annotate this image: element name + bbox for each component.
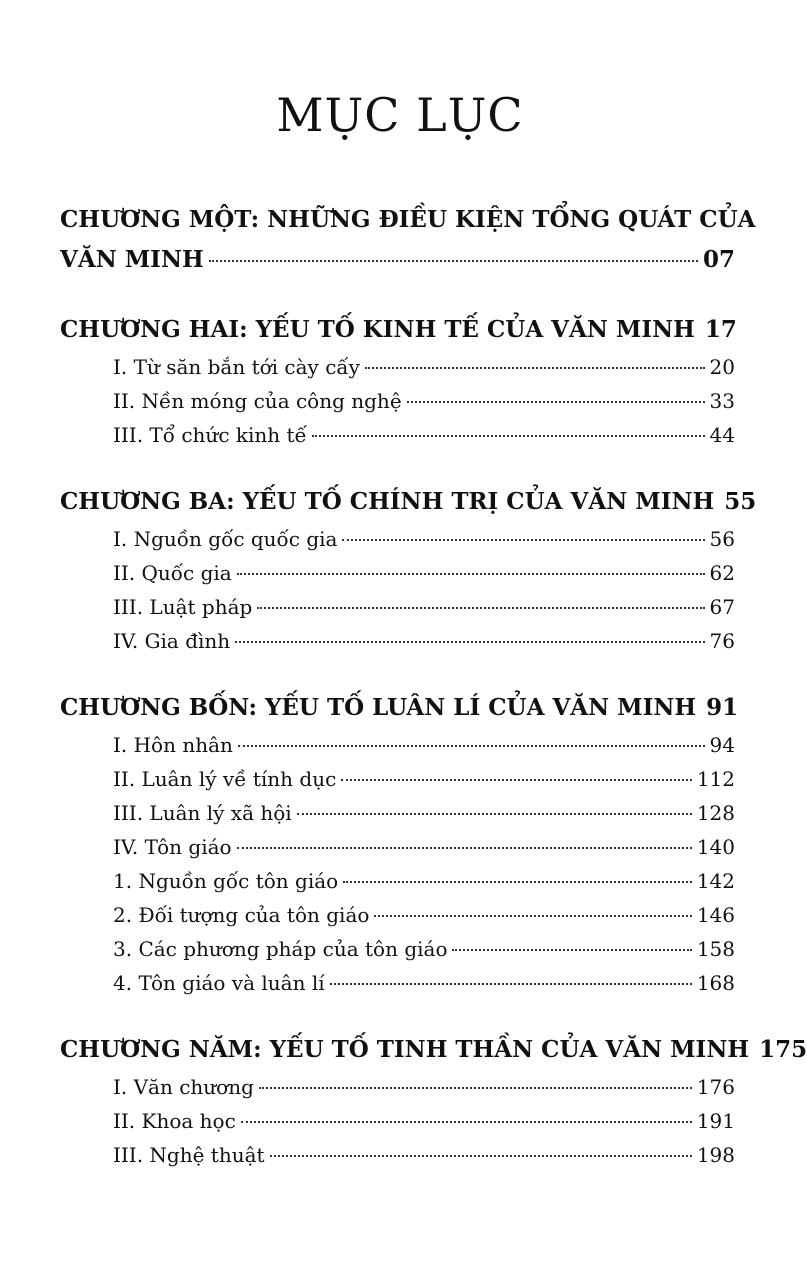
chapter-5 — [60, 1030, 807, 1172]
entry-page: 191 — [696, 1109, 735, 1133]
dot-leader — [343, 881, 692, 883]
entry-title: III. Nghệ thuật — [113, 1143, 265, 1167]
entry-page: 146 — [696, 903, 735, 927]
toc-entry[interactable] — [60, 728, 735, 762]
toc-entry[interactable] — [60, 864, 735, 898]
dot-leader — [374, 915, 691, 917]
chapter-4-page: 91 — [706, 694, 739, 721]
entry-page: 158 — [696, 937, 735, 961]
toc-entry[interactable] — [60, 1070, 735, 1104]
toc-entry[interactable] — [60, 1138, 735, 1172]
dot-leader — [237, 847, 692, 849]
chapter-2-entry[interactable] — [60, 310, 735, 350]
dot-leader — [297, 813, 692, 815]
entry-title: III. Luân lý xã hội — [113, 801, 292, 825]
dot-leader — [342, 539, 704, 541]
entry-page: 168 — [696, 971, 735, 995]
toc-entry[interactable] — [60, 350, 735, 384]
chapter-5-page: 175 — [759, 1036, 807, 1063]
entry-title: IV. Tôn giáo — [113, 835, 232, 859]
entry-page: 128 — [696, 801, 735, 825]
toc-entry[interactable] — [60, 898, 735, 932]
chapter-5-entry[interactable] — [60, 1030, 807, 1070]
chapter-4 — [60, 688, 739, 1000]
dot-leader — [407, 401, 705, 403]
dot-leader — [209, 260, 698, 262]
chapter-1-title: VĂN MINH — [60, 246, 204, 273]
entry-title: II. Quốc gia — [113, 561, 232, 585]
entry-title: III. Tổ chức kinh tế — [113, 423, 307, 447]
chapter-2-title: CHƯƠNG HAI: YẾU TỐ KINH TẾ CỦA VĂN MINH — [60, 316, 695, 343]
entry-page: 76 — [709, 629, 735, 653]
dot-leader — [238, 745, 705, 747]
entry-title: 1. Nguồn gốc tôn giáo — [113, 869, 339, 893]
entry-title: IV. Gia đình — [113, 629, 231, 653]
entry-page: 112 — [696, 767, 735, 791]
entry-page: 176 — [696, 1075, 735, 1099]
toc-entry[interactable] — [60, 796, 735, 830]
entry-title: III. Luật pháp — [113, 595, 253, 619]
dot-leader — [312, 435, 705, 437]
toc-entry[interactable] — [60, 384, 735, 418]
toc-entry[interactable] — [60, 762, 735, 796]
toc-entry[interactable] — [60, 830, 735, 864]
entry-page: 94 — [709, 733, 735, 757]
entry-page: 67 — [709, 595, 735, 619]
toc-entry[interactable] — [60, 1104, 735, 1138]
toc-entry[interactable] — [60, 624, 735, 658]
chapter-3 — [60, 482, 757, 658]
entry-title: I. Nguồn gốc quốc gia — [113, 527, 338, 551]
toc-entry[interactable] — [60, 590, 735, 624]
entry-page: 56 — [709, 527, 735, 551]
dot-leader — [270, 1155, 692, 1157]
chapter-1-title-line1[interactable]: CHƯƠNG MỘT: NHỮNG ĐIỀU KIỆN TỔNG QUÁT CỦA — [60, 206, 756, 233]
dot-leader — [257, 607, 704, 609]
entry-title: 4. Tôn giáo và luân lí — [113, 971, 325, 995]
chapter-2 — [60, 310, 735, 452]
entry-page: 142 — [696, 869, 735, 893]
dot-leader — [365, 367, 705, 369]
toc-entry[interactable] — [60, 932, 735, 966]
chapter-1-entry[interactable] — [60, 240, 735, 280]
chapter-1 — [60, 200, 756, 280]
entry-page: 140 — [696, 835, 735, 859]
dot-leader — [259, 1087, 692, 1089]
dot-leader — [237, 573, 705, 575]
entry-page: 33 — [709, 389, 735, 413]
entry-title: 2. Đối tượng của tôn giáo — [113, 903, 370, 927]
dot-leader — [241, 1121, 692, 1123]
entry-title: 3. Các phương pháp của tôn giáo — [113, 937, 448, 961]
chapter-5-title: CHƯƠNG NĂM: YẾU TỐ TINH THẦN CỦA VĂN MINH — [60, 1036, 750, 1063]
entry-page: 198 — [696, 1143, 735, 1167]
entry-page: 20 — [709, 355, 735, 379]
chapter-3-entry[interactable] — [60, 482, 757, 522]
chapter-3-title: CHƯƠNG BA: YẾU TỐ CHÍNH TRỊ CỦA VĂN MINH — [60, 488, 715, 515]
chapter-3-page: 55 — [724, 488, 757, 515]
toc-entry[interactable] — [60, 556, 735, 590]
toc-entry[interactable] — [60, 522, 735, 556]
chapter-2-page: 17 — [704, 316, 737, 343]
dot-leader — [330, 983, 692, 985]
table-of-contents — [60, 200, 807, 1202]
entry-title: I. Hôn nhân — [113, 733, 233, 757]
toc-entry[interactable] — [60, 418, 735, 452]
dot-leader — [452, 949, 691, 951]
entry-title: I. Từ săn bắn tới cày cấy — [113, 355, 360, 379]
toc-entry[interactable] — [60, 966, 735, 1000]
chapter-1-page: 07 — [702, 246, 735, 273]
entry-page: 62 — [709, 561, 735, 585]
entry-title: II. Khoa học — [113, 1109, 236, 1133]
entry-page: 44 — [709, 423, 735, 447]
entry-title: II. Luân lý về tính dục — [113, 767, 337, 791]
chapter-4-entry[interactable] — [60, 688, 739, 728]
entry-title: I. Văn chương — [113, 1075, 254, 1099]
page-title: MỤC LỤC — [276, 88, 524, 142]
dot-leader — [235, 641, 704, 643]
dot-leader — [341, 779, 692, 781]
entry-title: II. Nền móng của công nghệ — [113, 389, 402, 413]
chapter-4-title: CHƯƠNG BỐN: YẾU TỐ LUÂN LÍ CỦA VĂN MINH — [60, 694, 697, 721]
